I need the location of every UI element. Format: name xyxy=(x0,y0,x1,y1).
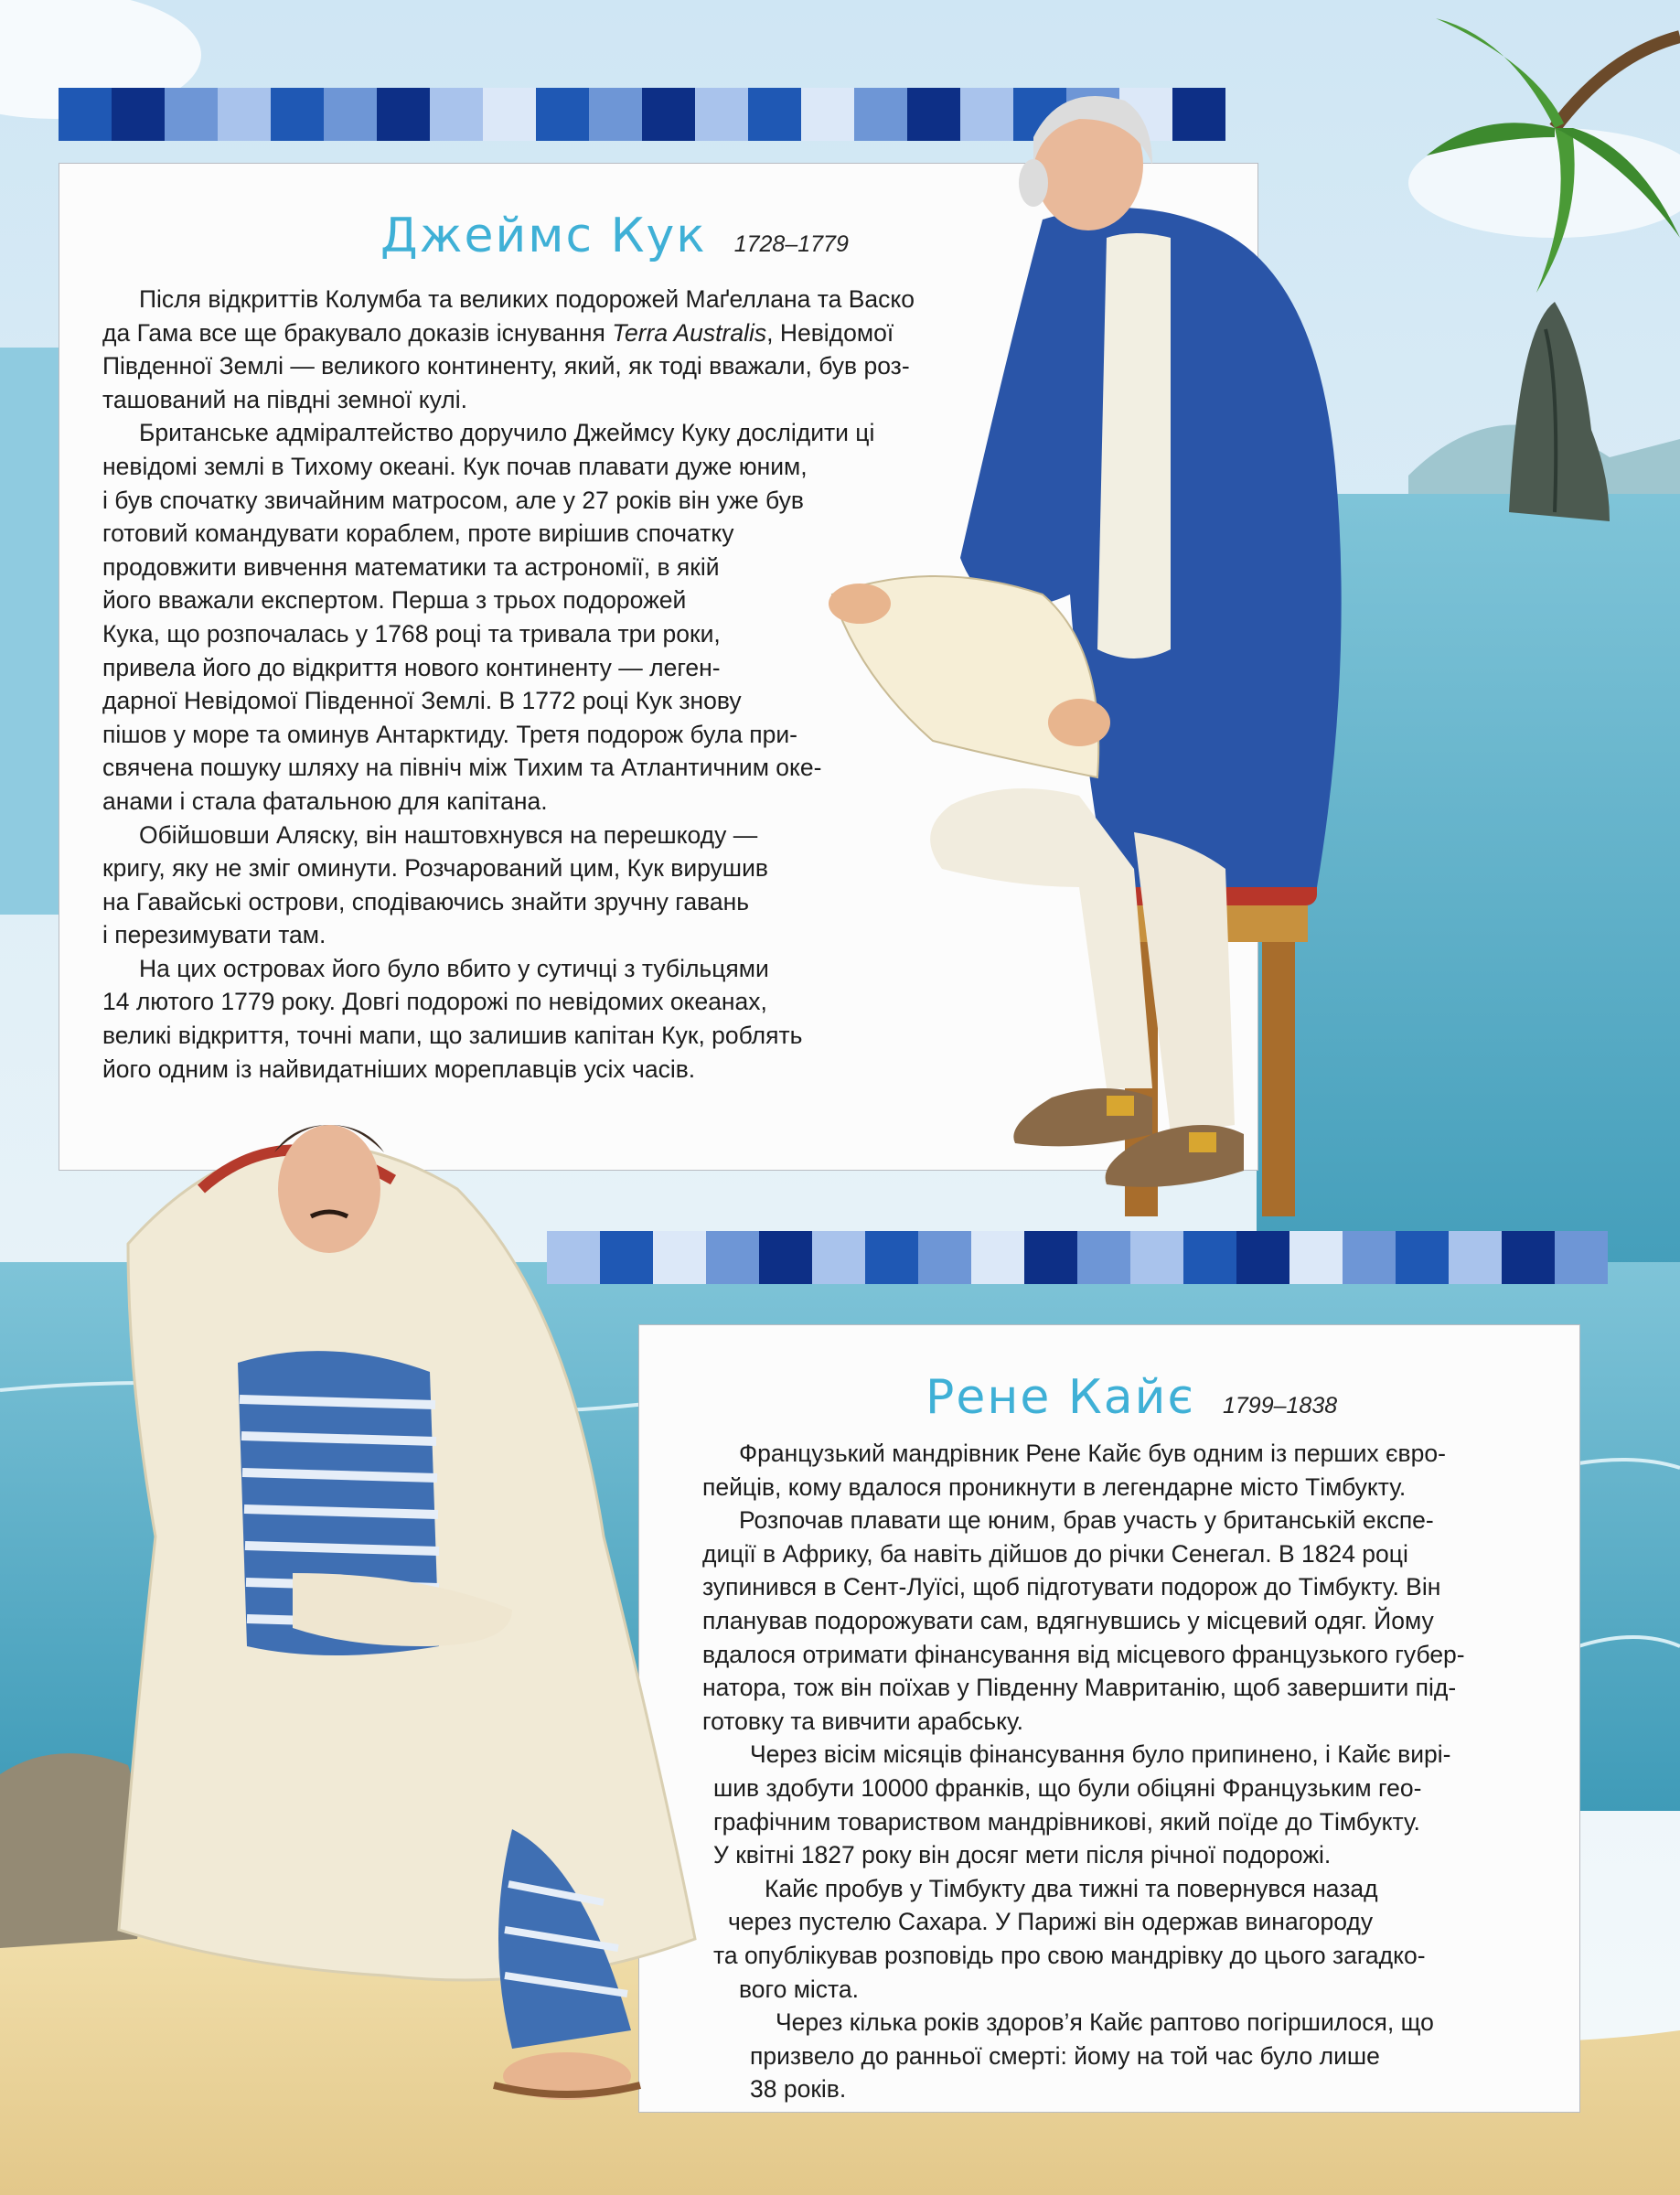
text-line: графічним товариством мандрівникові, який поїде до Тімбукту. xyxy=(713,1807,1420,1836)
caille-article-text xyxy=(702,1437,1465,2106)
decor-tile xyxy=(324,88,377,141)
text-line: привела його до відкриття нового континенту — леген- xyxy=(102,653,721,681)
text-line: вого міста. xyxy=(739,1975,859,2003)
text-line: вдалося отримати фінансування від місцевого французького губер- xyxy=(702,1640,1465,1668)
caille-years: 1799–1838 xyxy=(1223,1393,1338,1419)
decor-tile xyxy=(1555,1231,1608,1284)
text-line: планував подорожувати сам, вдягнувшись у місцевий одяг. Йому xyxy=(702,1606,1434,1634)
text-line: 38 років. xyxy=(750,2075,847,2104)
decor-tile xyxy=(1502,1231,1555,1284)
text-line: дарної Невідомої Південної Землі. В 1772 році Кук знову xyxy=(102,687,742,715)
text-line: готовку та вивчити арабську. xyxy=(702,1707,1024,1735)
text-line: зупинився в Сент-Луїсі, щоб підготувати подорож до Тімбукту. Він xyxy=(702,1573,1441,1601)
decor-tile xyxy=(748,88,801,141)
decor-tile xyxy=(483,88,536,141)
decor-tile xyxy=(59,88,112,141)
decor-tile xyxy=(430,88,483,141)
rene-caillie-illustration xyxy=(0,1061,732,2195)
cook-years: 1728–1779 xyxy=(733,231,849,257)
text-line: кригу, яку не зміг оминути. Розчарований цим, Кук вирушив xyxy=(102,854,768,883)
text-line: На цих островах його було вбито у сутичці з тубільцями xyxy=(139,954,769,982)
text-line: великі відкриття, точні мапи, що залишив капітан Кук, роблять xyxy=(102,1022,803,1050)
text-line: готовий командувати кораблем, проте вирішив спочатку xyxy=(102,519,734,548)
decor-tile xyxy=(165,88,218,141)
text-line: продовжити вивчення математики та астрономії, в якій xyxy=(102,552,720,581)
text-line: Британське адміралтейство доручило Джеймсу Куку дослідити ці xyxy=(139,419,875,447)
text-line: пішов у море та оминув Антарктиду. Третя подорож була при- xyxy=(102,720,798,748)
text-line: диції в Африку, ба навіть дійшов до річки Сенегал. В 1824 році xyxy=(702,1539,1408,1568)
text-line: через пустелю Сахара. У Парижі він одержав винагороду xyxy=(728,1908,1374,1936)
text-line: та опублікував розповідь про свою мандрівку до цього загадко- xyxy=(713,1941,1426,1969)
decor-tile xyxy=(536,88,589,141)
decor-tile xyxy=(218,88,271,141)
text-line: У квітні 1827 року він досяг мети після річної подорожі. xyxy=(713,1841,1332,1869)
text-line: ташований на півдні земної кулі. xyxy=(102,385,467,413)
caille-name: Рене Кайє xyxy=(926,1370,1195,1425)
text-line: Обійшовши Аляску, він наштовхнувся на перешкоду — xyxy=(139,820,758,849)
text-line: Через вісім місяців фінансування було припинено, і Кайє вирі- xyxy=(750,1740,1451,1769)
decor-tile xyxy=(642,88,695,141)
text-line: Через кілька років здоров’я Кайє раптово погіршилося, що xyxy=(776,2008,1434,2037)
text-line: і був спочатку звичайним матросом, але у 27 років він уже був xyxy=(102,486,804,514)
cook-article-text xyxy=(102,283,915,1086)
text-line: невідомі землі в Тихому океані. Кук почав плавати дуже юним, xyxy=(102,452,808,480)
text-line: анами і стала фатальною для капітана. xyxy=(102,787,548,815)
text-line: його вважали експертом. Перша з трьох подорожей xyxy=(102,586,687,615)
cook-heading xyxy=(380,209,849,263)
decor-tile xyxy=(589,88,642,141)
text-line: Після відкриттів Колумба та великих подорожей Маґеллана та Васко xyxy=(139,285,915,313)
decor-tile xyxy=(271,88,324,141)
cook-name: Джеймс Кук xyxy=(380,209,707,263)
text-line: Розпочав плавати ще юним, брав участь у британській експе- xyxy=(739,1506,1434,1535)
text-line: пейців, кому вдалося проникнути в легендарне місто Тімбукту. xyxy=(702,1472,1407,1501)
text-line: Кайє пробув у Тімбукту два тижні та повернувся назад xyxy=(765,1874,1378,1902)
caille-heading xyxy=(926,1370,1337,1425)
text-line: призвело до ранньої смерті: йому на той час було лише xyxy=(750,2041,1380,2070)
decor-tile xyxy=(695,88,748,141)
text-line: да Гама все ще бракувало доказів існування Terra Australis, Невідомої xyxy=(102,318,894,347)
text-line: Південної Землі — великого континенту, який, як тоді вважали, був роз- xyxy=(102,352,910,380)
text-line: свячена пошуку шляху на північ між Тихим та Атлантичним оке- xyxy=(102,754,822,782)
text-line: 14 лютого 1779 року. Довгі подорожі по невідомих океанах, xyxy=(102,988,767,1016)
text-line: Кука, що розпочалась у 1768 році та тривала три роки, xyxy=(102,619,721,648)
decor-tile xyxy=(377,88,430,141)
decor-tile xyxy=(112,88,165,141)
text-line: і перезимувати там. xyxy=(102,921,326,949)
text-line: шив здобути 10000 франків, що були обіцяні Французьким гео- xyxy=(713,1773,1422,1802)
text-line: його одним із найвидатніших мореплавців усіх часів. xyxy=(102,1055,696,1083)
text-line: на Гавайські острови, сподіваючись знайти зручну гавань xyxy=(102,887,750,915)
text-line: Французький мандрівник Рене Кайє був одним із перших євро- xyxy=(739,1440,1446,1467)
text-line: натора, тож він поїхав у Південну Мавританію, щоб завершити під- xyxy=(702,1674,1457,1702)
